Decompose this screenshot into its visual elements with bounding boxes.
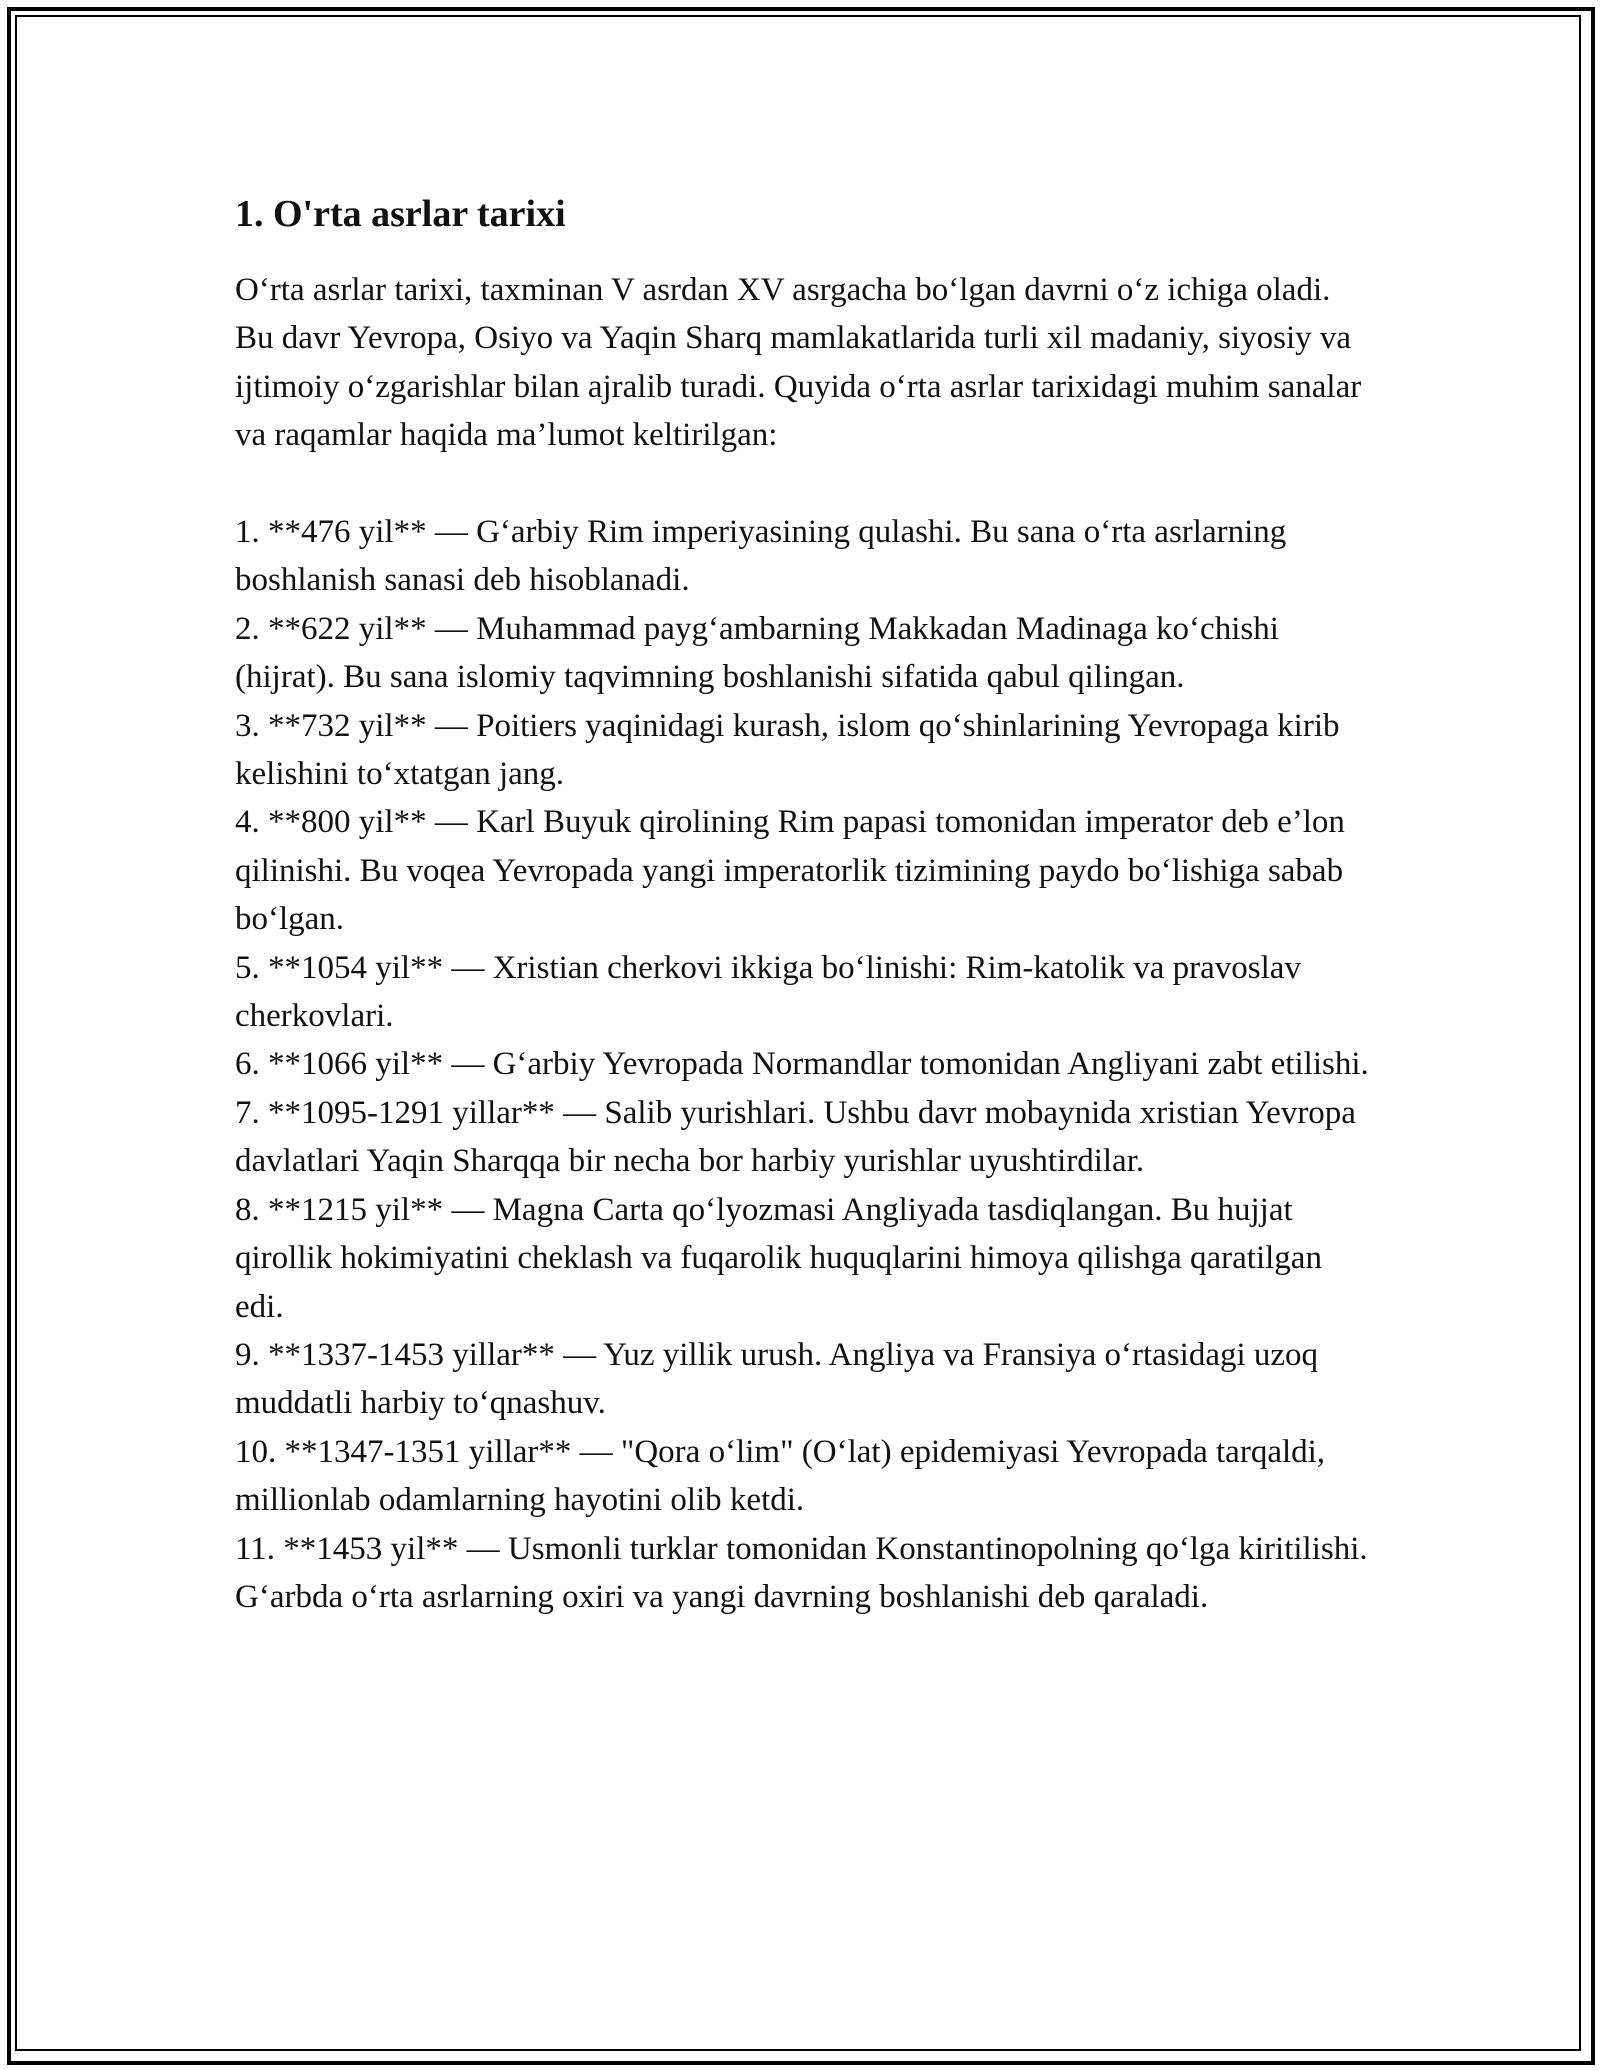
list-item: 8. **1215 yil** — Magna Carta qo‘lyozmasi Angliyada tasdiqlangan. Bu hujjat qirollik hokimiyatini cheklash va fuqarolik huquqlarini himoya qilishga qaratilgan edi. [235, 1191, 1322, 1325]
list-item: 7. **1095-1291 yillar** — Salib yurishlari. Ushbu davr mobaynida xristian Yevropa davlatlari Yaqin Sharqqa bir necha bor harbiy yurishlar uyushtirdilar. [235, 1094, 1356, 1180]
section-title: 1. O'rta asrlar tarixi [235, 193, 566, 235]
paragraph-spacer [235, 460, 1375, 508]
intro-paragraph: O‘rta asrlar tarixi, taxminan V asrdan XV asrgacha bo‘lgan davrni o‘z ichiga oladi. Bu davr Yevropa, Osiyo va Yaqin Sharq mamlakatlarida turli xil madaniy, siyosiy va ijtimoiy o‘zgarishlar bilan ajralib turadi. Quyida o‘rta asrlar tarixidagi muhim sanalar va raqamlar haqida ma’lumot keltirilgan: [235, 272, 1362, 454]
list-item: 6. **1066 yil** — G‘arbiy Yevropada Normandlar tomonidan Angliyani zabt etilishi. [235, 1046, 1369, 1083]
list-item: 5. **1054 yil** — Xristian cherkovi ikkiga bo‘linishi: Rim-katolik va pravoslav cherkovlari. [235, 949, 1301, 1035]
list-item: 4. **800 yil** — Karl Buyuk qirolining Rim papasi tomonidan imperator deb e’lon qilinishi. Bu voqea Yevropada yangi imperatorlik tizimining paydo bo‘lishiga sabab bo‘lgan. [235, 804, 1345, 938]
list-item: 3. **732 yil** — Poitiers yaqinidagi kurash, islom qo‘shinlarining Yevropaga kirib kelishini to‘xtatgan jang. [235, 707, 1340, 793]
list-item: 9. **1337-1453 yillar** — Yuz yillik urush. Angliya va Fransiya o‘rtasidagi uzoq muddatli harbiy to‘qnashuv. [235, 1336, 1319, 1422]
list-item: 1. **476 yil** — G‘arbiy Rim imperiyasining qulashi. Bu sana o‘rta asrlarning boshlanish sanasi deb hisoblanadi. [235, 514, 1287, 599]
list-item: 10. **1347-1351 yillar** — "Qora o‘lim" (O‘lat) epidemiyasi Yevropada tarqaldi, millionlab odamlarning hayotini olib ketdi. [235, 1433, 1326, 1519]
list-item: 2. **622 yil** — Muhammad payg‘ambarning Makkadan Madinaga ko‘chishi (hijrat). Bu sana islomiy taqvimning boshlanishi sifatida qabul qilingan. [235, 610, 1279, 696]
dates-list [235, 508, 1375, 1621]
list-item: 11. **1453 yil** — Usmonli turklar tomonidan Konstantinopolning qo‘lga kiritilishi. G‘arbda o‘rta asrlarning oxiri va yangi davrning boshlanishi deb qaraladi. [235, 1530, 1368, 1615]
document-body [235, 188, 1375, 1621]
